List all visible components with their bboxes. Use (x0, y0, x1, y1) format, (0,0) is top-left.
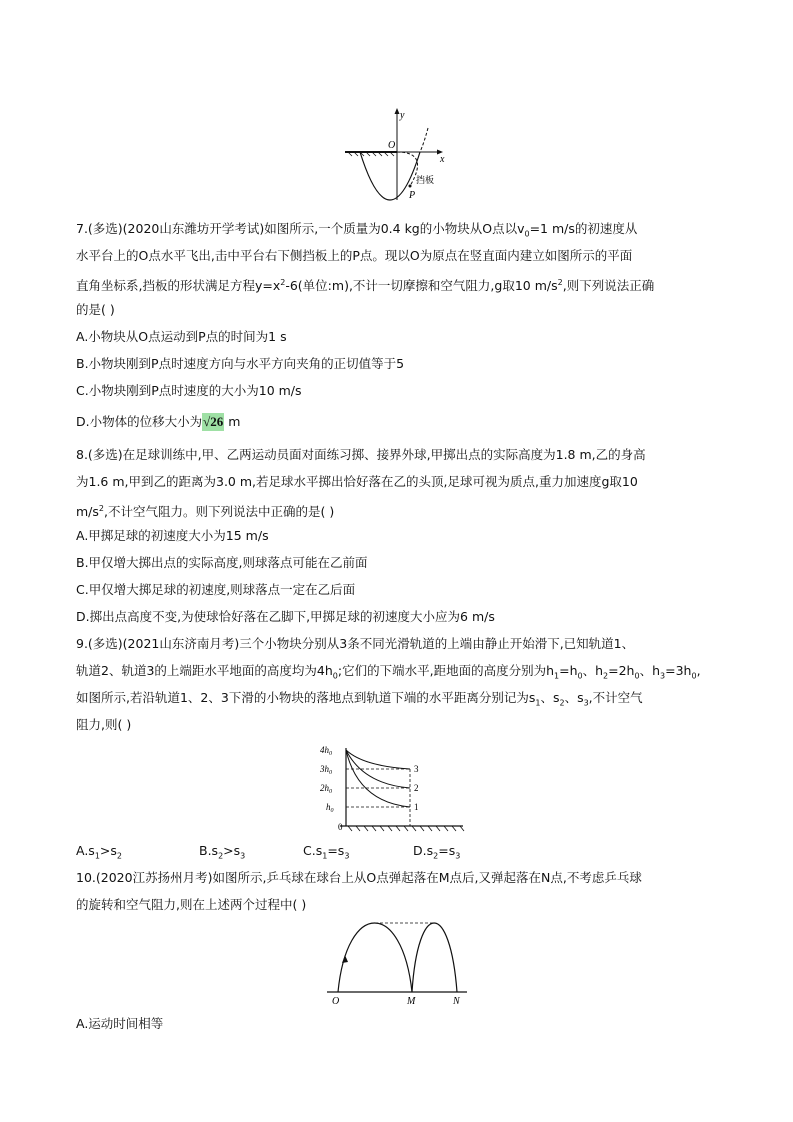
q9-option-a: $A.s_1>s_2$ (76, 843, 123, 861)
q8-line2: 为1.6 m,甲到乙的距离为3.0 m,若足球水平掷出恰好落在乙的头顶,足球可视为质点,重力加速度g取10 (76, 474, 638, 489)
q8-option-d: D.掷出点高度不变,为使球恰好落在乙脚下,甲掷足球的初速度大小应为6 m/s (76, 609, 495, 624)
arc-mn (412, 923, 457, 992)
label-4h0: $4h_0$ (320, 745, 332, 757)
label-n: N (453, 996, 460, 1006)
q8-option-b: B.甲仅增大掷出点的实际高度,则球落点可能在乙前面 (76, 555, 368, 570)
label-3h0: $3h_0$ (320, 764, 332, 776)
track-1 (346, 750, 410, 807)
q7-line4: 的是( ) (76, 302, 115, 317)
q9-figure (318, 742, 468, 834)
q10-option-a: A.运动时间相等 (76, 1016, 164, 1031)
q7-option-a: A.小物块从O点运动到P点的时间为1 s (76, 329, 287, 344)
track-label-1: 1 (414, 802, 419, 812)
label-m: M (407, 996, 416, 1006)
track-3 (346, 750, 410, 769)
label-y: y (400, 110, 405, 121)
q8-line1: 8.(多选)在足球训练中,甲、乙两运动员面对面练习掷、接界外球,甲掷出点的实际高度为1.8 m,乙的身高 (76, 447, 646, 462)
q10-line2: 的旋转和空气阻力,则在上述两个过程中( ) (76, 897, 307, 912)
sqrt-highlight: √26 (203, 414, 224, 429)
q9-option-c: $C.s_1=s_3$ (303, 843, 350, 861)
q9-option-b: $B.s_2>s_3$ (199, 843, 246, 861)
track-label-2: 2 (414, 783, 419, 793)
q10-figure (322, 918, 472, 1006)
label-h0: $h_0$ (326, 802, 334, 814)
label-0: 0 (338, 822, 343, 832)
q7-option-b: B.小物块刚到P点时速度方向与水平方向夹角的正切值等于5 (76, 356, 405, 371)
q9-line3: 如图所示,若沿轨道1、2、3下滑的小物块的落地点到轨道下端的水平距离分别记为$s_1$、$s_2$、$s_3$,不计空气 (76, 690, 643, 708)
label-o: O (332, 996, 340, 1006)
q9-line4: 阻力,则( ) (76, 717, 132, 732)
q8-option-c: C.甲仅增大掷足球的初速度,则球落点一定在乙后面 (76, 582, 356, 597)
q7-option-d: D.小物体的位移大小为√26 m (76, 414, 241, 429)
q9-option-d: $D.s_2=s_3$ (413, 843, 461, 861)
q10-line1: 10.(2020江苏扬州月考)如图所示,乒乓球在球台上从O点弹起落在M点后,又弹起落在N点,不考虑乒乓球 (76, 870, 642, 885)
q8-line3: $m/s^2$,不计空气阻力。则下列说法中正确的是( ) (76, 504, 335, 520)
label-2h0: $2h_0$ (320, 783, 332, 795)
arc-om (338, 923, 412, 992)
label-board: 挡板 (416, 175, 435, 185)
trajectory-upper (420, 128, 428, 152)
direction-arrow (342, 955, 348, 963)
q7-line3: 直角坐标系,挡板的形状满足方程$y=x^2-6$(单位:m),不计一切摩擦和空气阻力,g取10 $m/s^2$,则下列说法正确 (76, 278, 655, 294)
q7-line1: 7.(多选)(2020山东潍坊开学考试)如图所示,一个质量为0.4 kg的小物块从O点以$v_0=1$ m/s的初速度从 (76, 221, 638, 239)
y-axis-arrow (395, 108, 400, 114)
q7-line2: 水平台上的O点水平飞出,击中平台右下侧挡板上的P点。现以O为原点在竖直面内建立如图所示的平面 (76, 248, 633, 263)
track-label-3: 3 (414, 764, 419, 774)
point-p (409, 185, 412, 188)
q8-option-a: A.甲掷足球的初速度大小为15 m/s (76, 528, 269, 543)
q7-figure (340, 108, 455, 208)
label-p: P (409, 190, 416, 201)
label-x: x (440, 154, 445, 165)
q7-option-c: C.小物块刚到P点时速度的大小为10 m/s (76, 383, 302, 398)
q9-line2: 轨道2、轨道3的上端距水平地面的高度均为$4h_0$;它们的下端水平,距地面的高度分别为$h_1=h_0$、$h_2=2h_0$、$h_3=3h_0$, (76, 663, 701, 681)
ground-hatch (348, 826, 464, 831)
label-o: O (388, 140, 396, 151)
q9-line1: 9.(多选)(2021山东济南月考)三个小物块分别从3条不同光滑轨道的上端由静止开始滑下,已知轨道1、 (76, 636, 635, 651)
